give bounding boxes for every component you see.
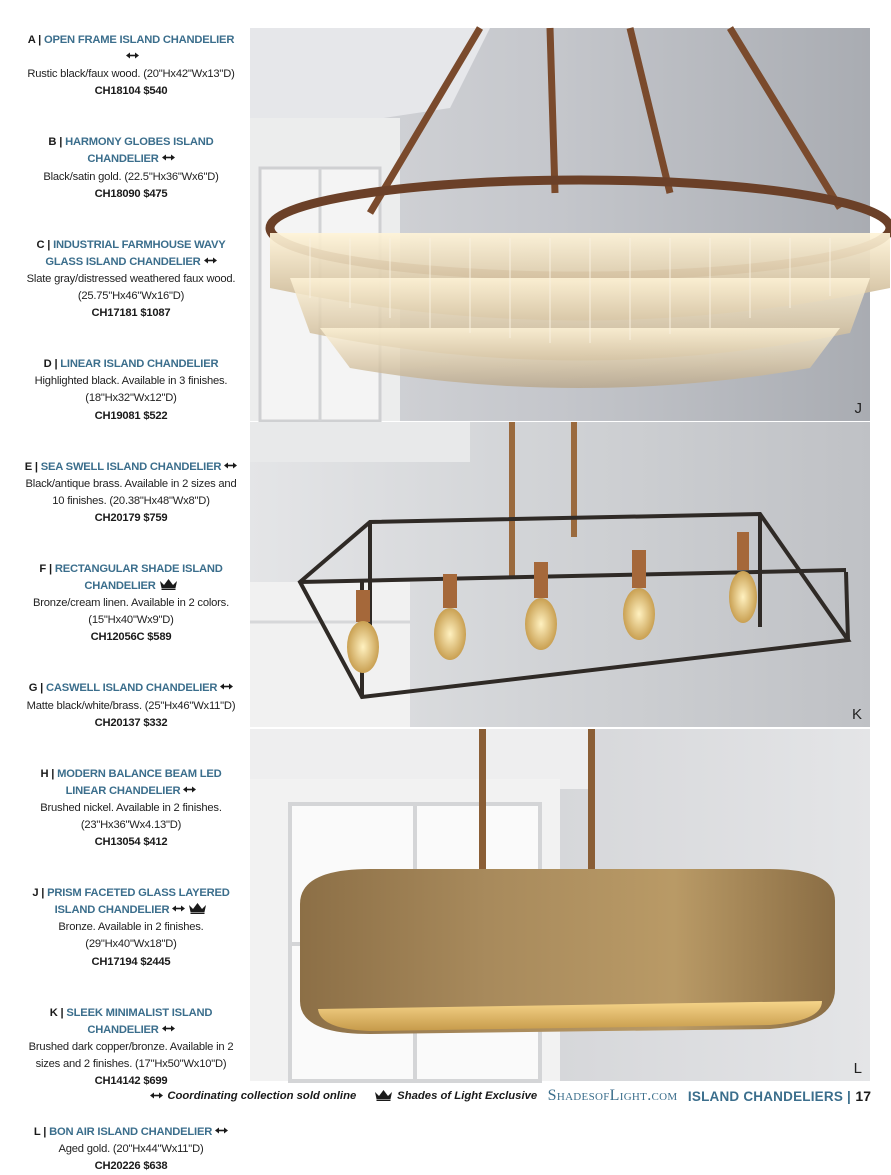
product-list bbox=[20, 32, 242, 1175]
coordinating-collection-icon bbox=[159, 153, 175, 165]
exclusive-crown-icon bbox=[156, 580, 178, 592]
coordinating-collection-icon bbox=[159, 1024, 175, 1036]
product-letter: D | bbox=[43, 358, 58, 371]
product-sku-price: CH17181 $1087 bbox=[91, 307, 171, 320]
product-heading bbox=[20, 680, 242, 697]
product-item bbox=[20, 1005, 242, 1090]
photo-l-chandelier bbox=[250, 729, 870, 1081]
product-heading bbox=[20, 237, 242, 271]
coordinating-note: Coordinating collection sold online bbox=[167, 1090, 357, 1102]
product-heading bbox=[20, 561, 242, 595]
coordinating-collection-icon bbox=[201, 256, 217, 268]
coordinating-collection-icon bbox=[212, 1126, 228, 1138]
product-name-link[interactable]: RECTANGULAR SHADE ISLAND CHANDELIER bbox=[54, 562, 223, 593]
product-item bbox=[20, 237, 242, 322]
product-heading bbox=[20, 1005, 242, 1039]
product-name-link[interactable]: LINEAR ISLAND CHANDELIER bbox=[60, 358, 219, 371]
product-letter: C | bbox=[36, 238, 51, 251]
product-letter: J | bbox=[32, 887, 45, 900]
product-heading bbox=[20, 134, 242, 168]
product-description: Bronze. Available in 2 finishes. (29"Hx40"Wx18"D) bbox=[58, 921, 204, 951]
product-description: Slate gray/distressed weathered faux wood. (25.75"Hx46"Wx16"D) bbox=[26, 272, 236, 303]
product-item bbox=[20, 459, 242, 527]
product-name-link[interactable]: SEA SWELL ISLAND CHANDELIER bbox=[40, 460, 222, 473]
product-name-link[interactable]: SLEEK MINIMALIST ISLAND CHANDELIER bbox=[66, 1006, 213, 1036]
product-item bbox=[20, 766, 242, 851]
section-title: ISLAND CHANDELIERS | bbox=[687, 1088, 851, 1104]
product-description: Brushed dark copper/bronze. Available in 2 sizes and 2 finishes. (17"Hx50"Wx10"D) bbox=[28, 1040, 234, 1070]
product-name-link[interactable]: BON AIR ISLAND CHANDELIER bbox=[49, 1126, 213, 1139]
coordinating-collection-icon bbox=[147, 1087, 163, 1105]
product-name-link[interactable]: OPEN FRAME ISLAND CHANDELIER bbox=[44, 34, 235, 46]
photo-k-chandelier bbox=[250, 422, 870, 727]
product-item bbox=[20, 356, 242, 424]
minimalist-chandelier-image bbox=[250, 422, 870, 727]
product-item bbox=[20, 561, 242, 646]
product-description: Bronze/cream linen. Available in 2 colors. (15"Hx40"Wx9"D) bbox=[33, 597, 229, 627]
exclusive-note: Shades of Light Exclusive bbox=[397, 1090, 538, 1102]
product-letter: B | bbox=[48, 136, 63, 149]
exclusive-crown-icon bbox=[185, 904, 207, 916]
product-sku-price: CH20137 $332 bbox=[94, 716, 168, 729]
product-sku-price: CH18104 $540 bbox=[94, 85, 168, 98]
photo-label-k: K bbox=[851, 706, 862, 723]
product-sku-price: CH12056C $589 bbox=[90, 631, 172, 644]
product-name-link[interactable]: INDUSTRIAL FARMHOUSE WAVY GLASS ISLAND CHANDELIER bbox=[45, 238, 226, 268]
page-footer bbox=[0, 1087, 871, 1111]
photo-j-chandelier bbox=[250, 28, 870, 421]
product-name-link[interactable]: CASWELL ISLAND CHANDELIER bbox=[45, 682, 218, 695]
product-heading bbox=[20, 459, 242, 476]
coordinating-collection-icon bbox=[169, 904, 185, 916]
product-description: Black/antique brass. Available in 2 sizes and 10 finishes. (20.38"Hx48"Wx8"D) bbox=[25, 477, 237, 507]
product-letter: E | bbox=[24, 460, 38, 473]
product-letter: A | bbox=[27, 34, 42, 46]
product-item bbox=[20, 32, 242, 100]
product-item bbox=[20, 885, 242, 970]
coordinating-collection-icon bbox=[123, 51, 139, 63]
coordinating-collection-icon bbox=[221, 461, 237, 473]
product-description: Black/satin gold. (22.5"Hx36"Wx6"D) bbox=[43, 170, 219, 183]
product-heading bbox=[20, 1124, 242, 1141]
bon-air-chandelier-image bbox=[250, 729, 870, 1081]
product-name-link[interactable]: MODERN BALANCE BEAM LED LINEAR CHANDELIER bbox=[57, 767, 222, 797]
product-sku-price: CH20179 $759 bbox=[94, 511, 168, 524]
product-sku-price: CH17194 $2445 bbox=[91, 955, 171, 968]
product-item bbox=[20, 1124, 242, 1175]
product-letter: L | bbox=[33, 1126, 47, 1139]
coordinating-collection-icon bbox=[217, 682, 233, 694]
product-name-link[interactable]: PRISM FACETED GLASS LAYERED ISLAND CHANDELIER bbox=[47, 887, 230, 917]
product-letter: F | bbox=[39, 562, 52, 575]
product-sku-price: CH13054 $412 bbox=[94, 836, 168, 849]
product-sku-price: CH20226 $638 bbox=[94, 1160, 168, 1173]
product-heading bbox=[20, 356, 242, 373]
product-description: Highlighted black. Available in 3 finishes. (18"Hx32"Wx12"D) bbox=[34, 375, 228, 405]
product-description: Matte black/white/brass. (25"Hx46"Wx11"D) bbox=[26, 699, 236, 712]
product-item bbox=[20, 134, 242, 202]
product-heading bbox=[20, 885, 242, 919]
product-description: Brushed nickel. Available in 2 finishes. (23"Hx36"Wx4.13"D) bbox=[40, 801, 222, 831]
photo-label-j: J bbox=[854, 400, 862, 417]
product-letter: K | bbox=[49, 1006, 64, 1019]
product-description: Rustic black/faux wood. (20"Hx42"Wx13"D) bbox=[27, 68, 235, 81]
photo-label-l: L bbox=[853, 1060, 862, 1077]
page-number: 17 bbox=[855, 1088, 871, 1104]
product-letter: G | bbox=[28, 682, 44, 695]
product-sku-price: CH19081 $522 bbox=[94, 409, 168, 422]
product-sku-price: CH18090 $475 bbox=[94, 187, 168, 200]
prism-chandelier-image bbox=[250, 28, 870, 421]
exclusive-crown-icon bbox=[371, 1087, 393, 1105]
coordinating-collection-icon bbox=[180, 785, 196, 797]
product-description: Aged gold. (20"Hx44"Wx11"D) bbox=[58, 1143, 204, 1156]
product-heading bbox=[20, 766, 242, 800]
brand-logo: ShadesofLight.com bbox=[547, 1087, 678, 1104]
product-heading bbox=[20, 32, 242, 66]
product-name-link[interactable]: HARMONY GLOBES ISLAND CHANDELIER bbox=[65, 136, 214, 166]
product-sku-price: CH14142 $699 bbox=[94, 1075, 168, 1088]
product-item bbox=[20, 680, 242, 731]
product-letter: H | bbox=[40, 767, 55, 780]
